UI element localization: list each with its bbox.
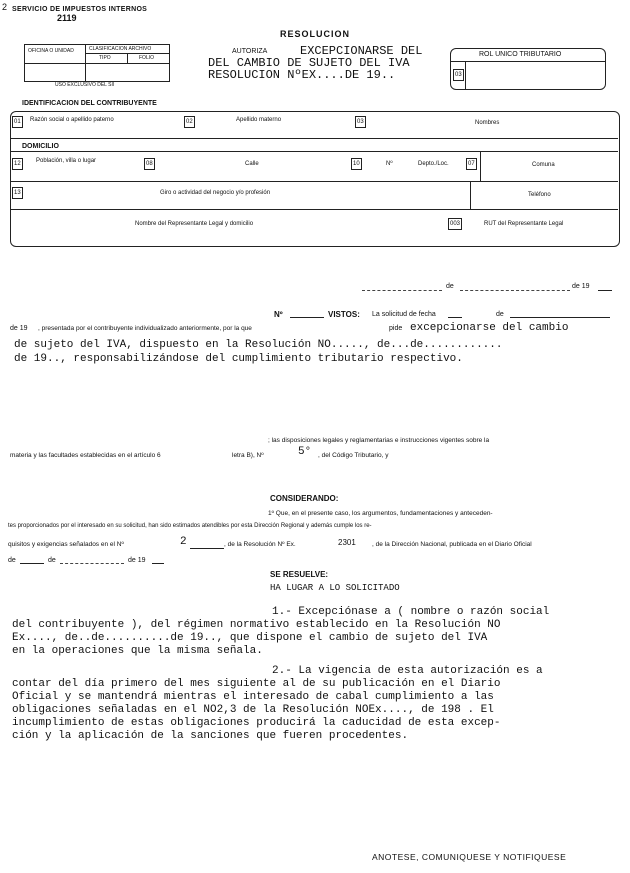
giro-label: Giro o actividad del negocio y/o profesión <box>160 190 271 196</box>
typed-title-line-2: DEL CAMBIO DE SUJETO DEL IVA <box>208 56 410 70</box>
folio-label: FOLIO <box>139 55 155 61</box>
resolution-p1-line-3: Ex...., de..de..........de 19.., que dispone el cambio de sujeto del IVA <box>12 632 488 644</box>
domicilio-label: DOMICILIO <box>22 143 59 150</box>
surname-maternal-label: Apellido materno <box>236 117 282 123</box>
calle-label: Calle <box>245 161 259 167</box>
code-003: 003 <box>448 218 462 230</box>
comuna-label: Comuna <box>532 162 555 168</box>
poblacion-label: Población, villa o lugar <box>36 158 97 164</box>
date-year-label: de 19 <box>572 283 590 290</box>
representative-rut-label: RUT del Representante Legal <box>484 221 564 227</box>
agency-name: SERVICIO DE IMPUESTOS INTERNOS <box>12 6 148 13</box>
vistos-typed-inline: excepcionarse del cambio <box>410 322 569 334</box>
date-de-label: de <box>446 283 454 290</box>
autoriza-label: AUTORIZA <box>232 48 268 55</box>
considerando-line-2: tes proporcionados por el interesado en su solicitud, han sido estimados atendibles por esta Dirección Regional y además cumple los re- <box>8 523 372 529</box>
page-title: RESOLUCION <box>280 29 351 39</box>
vistos-de: de <box>496 311 504 318</box>
code-08: 08 <box>144 158 155 170</box>
vistos-year: de 19 <box>10 325 28 332</box>
resolution-p2-line-5: incumplimiento de estas obligaciones producirá la caducidad de esta excep- <box>12 717 501 729</box>
archive-classification-label: CLASIFICACION ARCHIVO <box>89 46 152 52</box>
office-unit-label: OFICINA O UNIDAD <box>28 48 74 54</box>
resuelve-title: SE RESUELVE: <box>270 570 329 579</box>
disposiciones-hand-number: 5° <box>298 446 312 458</box>
resuelve-subtitle: HA LUGAR A LO SOLICITADO <box>270 583 400 593</box>
disposiciones-line-2b: letra B), Nº <box>232 452 264 459</box>
sii-use-label: USO EXCLUSIVO DEL SII <box>55 82 115 88</box>
typed-title-line-3: RESOLUCION NºEX....DE 19.. <box>208 68 396 82</box>
code-10: 10 <box>351 158 362 170</box>
considerando-line-3c: , de la Dirección Nacional, publicada en el Diario Oficial <box>372 541 532 548</box>
agency-mark: 2 <box>2 2 8 12</box>
depto-label: Depto./Loc. <box>418 161 449 167</box>
representative-label: Nombre del Representante Legal y domicilio <box>135 221 254 227</box>
considerando-line-1: 1º Que, en el presente caso, los argumentos, fundamentaciones y anteceden- <box>268 510 493 517</box>
resolution-p1-line-2: del contribuyente ), del régimen normativo establecido en la Resolución NO <box>12 619 501 631</box>
disposiciones-line-1: ; las disposiciones legales y reglamentarias e instrucciones vigentes sobre la <box>268 437 490 444</box>
considerando-line-3b: , de la Resolución Nº Ex. <box>224 541 296 548</box>
resolution-p2-line-3: Oficial y se mantendrá mientras el interesado de cabal cumplimiento a las <box>12 691 494 703</box>
vistos-text: La solicitud de fecha <box>372 311 436 318</box>
form-number: 2119 <box>57 13 77 23</box>
vistos-typed-line-2: de 19.., responsabilizándose del cumplimiento tributario respectivo. <box>14 353 463 365</box>
vistos-typed-line-1: de sujeto del IVA, dispuesto en la Resolución NO....., de...de............ <box>14 339 503 351</box>
code-01: 01 <box>12 116 23 128</box>
vistos-no-label: Nº <box>274 310 283 319</box>
vistos-presented-text: , presentada por el contribuyente individualizado anteriormente, por la que <box>38 325 252 332</box>
resolution-p2-line-1: 2.- La vigencia de esta autorización es a <box>272 665 543 677</box>
vistos-pide: pide <box>389 325 403 332</box>
code-12: 12 <box>12 158 23 170</box>
disposiciones-line-2c: , del Código Tributario, y <box>318 452 389 459</box>
type-label: TIPO <box>99 55 111 61</box>
footer-closing: ANOTESE, COMUNIQUESE Y NOTIFIQUESE <box>372 852 567 862</box>
office-classification-box <box>24 44 170 82</box>
considerando-hand-2: 2 <box>180 536 187 548</box>
code-13: 13 <box>12 187 23 199</box>
considerando-title: CONSIDERANDO: <box>270 494 339 503</box>
names-label: Nombres <box>475 120 500 126</box>
typed-title-line-1: EXCEPCIONARSE DEL <box>300 44 423 58</box>
rut-code: 03 <box>453 69 464 81</box>
rut-label: ROL UNICO TRIBUTARIO <box>479 51 562 58</box>
surname-paternal-label: Razón social o apellido paterno <box>30 117 114 123</box>
resolution-p2-line-4: obligaciones señaladas en el NO2,3 de la Resolución NOEx...., de 198 . El <box>12 704 494 716</box>
telefono-label: Teléfono <box>528 192 551 198</box>
rut-box <box>450 48 606 90</box>
resolution-p2-line-6: ción y la aplicación de la sanciones que fueren procedentes. <box>12 730 409 742</box>
considerando-line-4c: de 19 <box>128 557 146 564</box>
resolution-p1-line-1: 1.- Excepciónase a ( nombre o razón social <box>272 606 550 618</box>
numero-label: Nº <box>386 161 393 167</box>
resolution-p1-line-4: en la operaciones que la misma señala. <box>12 645 263 657</box>
vistos-keyword: VISTOS: <box>328 310 360 319</box>
disposiciones-line-2a: materia y las facultades establecidas en el artículo 6 <box>10 452 161 459</box>
code-02: 02 <box>184 116 195 128</box>
id-section-title: IDENTIFICACION DEL CONTRIBUYENTE <box>22 100 157 107</box>
code-07: 07 <box>466 158 477 170</box>
considerando-line-3a: quisitos y exigencias señalados en el Nº <box>8 541 124 548</box>
code-03: 03 <box>355 116 366 128</box>
considerando-line-4a: de <box>8 557 16 564</box>
considerando-resolution-number: 2301 <box>338 538 356 547</box>
resolution-p2-line-2: contar del día primero del mes siguiente al de su publicación en el Diario <box>12 678 501 690</box>
considerando-line-4b: de <box>48 557 56 564</box>
